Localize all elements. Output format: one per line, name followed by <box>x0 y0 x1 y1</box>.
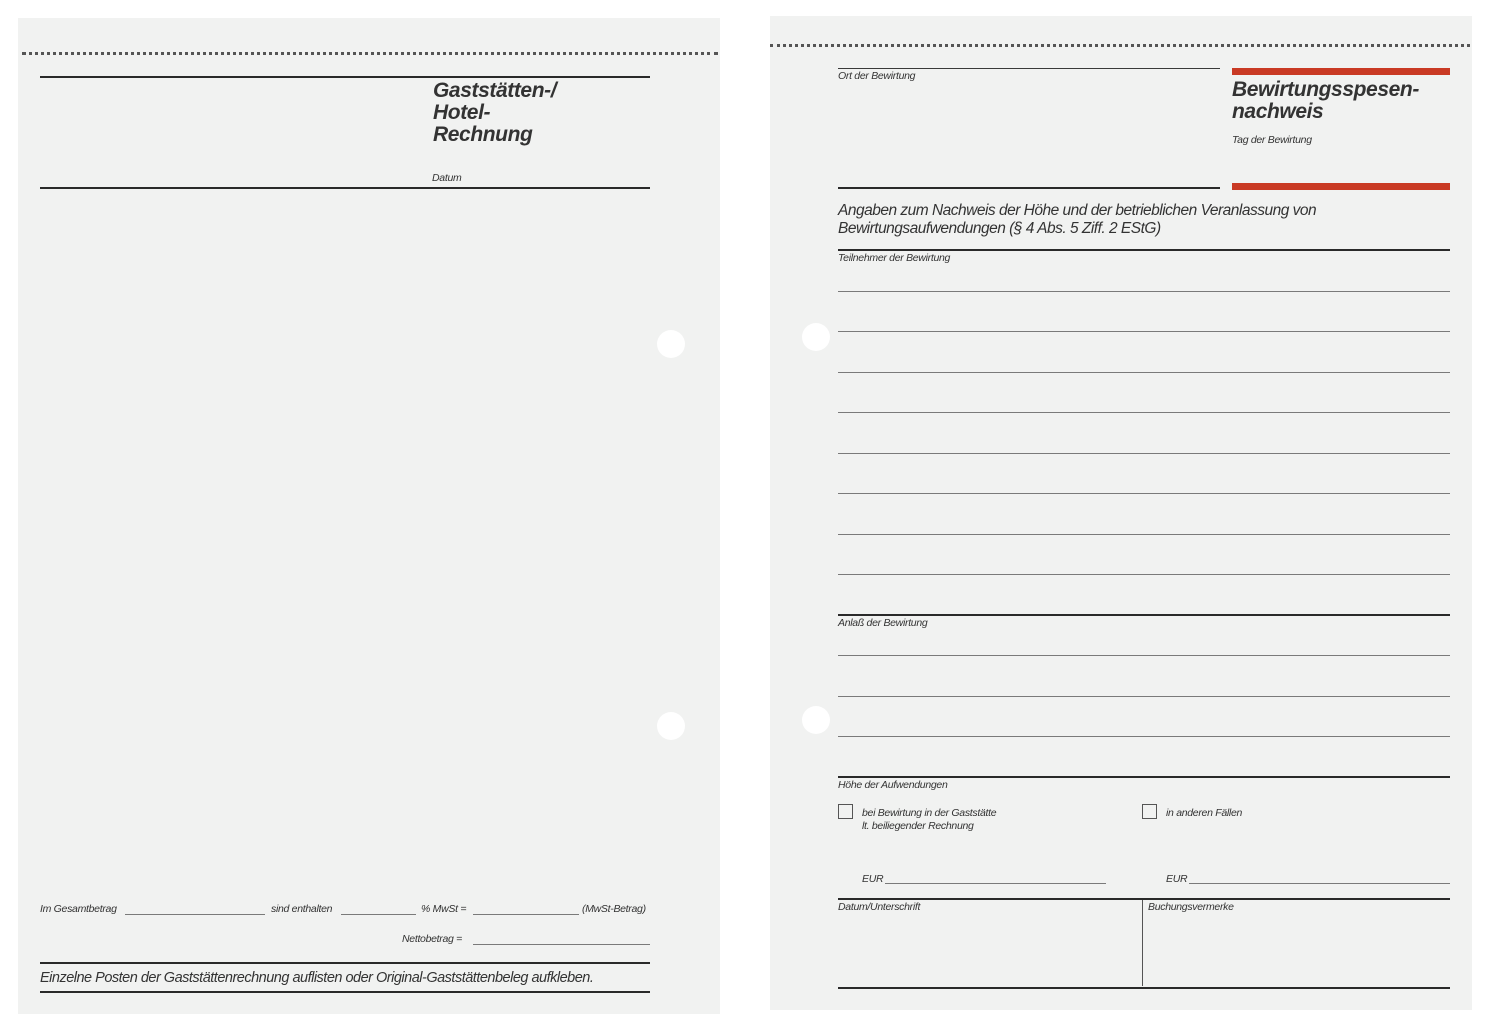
participant-line[interactable] <box>838 412 1450 413</box>
location-field[interactable] <box>838 187 1220 189</box>
participant-line[interactable] <box>838 574 1450 575</box>
occasion-line[interactable] <box>838 655 1450 656</box>
signature-field[interactable] <box>838 987 1450 989</box>
instruction-top-rule <box>40 962 650 964</box>
day-label: Tag der Bewirtung <box>1232 134 1312 146</box>
header-top-rule <box>40 76 650 78</box>
currency-label: EUR <box>1166 873 1188 885</box>
booking-label: Buchungsvermerke <box>1148 901 1234 913</box>
invoice-title <box>433 80 556 146</box>
other-checkbox[interactable] <box>1142 804 1157 819</box>
punch-hole <box>802 323 830 351</box>
date-label: Datum <box>432 172 462 184</box>
total-label: Im Gesamtbetrag <box>40 903 117 915</box>
restaurant-checkbox[interactable] <box>838 804 853 819</box>
participant-line[interactable] <box>838 372 1450 373</box>
net-amount-field[interactable] <box>473 944 650 945</box>
occasion-line[interactable] <box>838 736 1450 737</box>
participant-line[interactable] <box>838 331 1450 332</box>
restaurant-option-line: lt. beiliegender Rechnung <box>862 820 974 832</box>
legal-info-line: Angaben zum Nachweis der Höhe und der betrieblichen Veranlassung von <box>838 202 1317 219</box>
punch-hole <box>802 706 830 734</box>
vat-label: % MwSt = <box>421 903 467 915</box>
participant-line[interactable] <box>838 534 1450 535</box>
invoice-title-line: Rechnung <box>433 123 533 146</box>
expense-form-title-line: nachweis <box>1232 100 1324 123</box>
expense-form-title <box>1232 79 1419 123</box>
other-option-label: in anderen Fällen <box>1166 807 1243 819</box>
expenses-top-rule <box>838 776 1450 778</box>
participants-label: Teilnehmer der Bewirtung <box>838 252 951 264</box>
entertainment-expense-form-sheet <box>770 16 1472 1010</box>
vat-amount-label: (MwSt-Betrag) <box>582 903 646 915</box>
invoice-title-line: Hotel- <box>433 101 491 124</box>
perforation-line <box>770 44 1470 47</box>
restaurant-option-label <box>862 807 996 833</box>
location-label: Ort der Bewirtung <box>838 70 916 82</box>
instruction-text: Einzelne Posten der Gaststättenrechnung auflisten oder Original-Gaststättenbeleg aufkleben. <box>40 970 594 986</box>
restaurant-amount-field[interactable] <box>885 883 1106 884</box>
net-label: Nettobetrag = <box>402 933 463 945</box>
occasion-line[interactable] <box>838 696 1450 697</box>
expenses-label: Höhe der Aufwendungen <box>838 779 948 791</box>
participant-line[interactable] <box>838 453 1450 454</box>
restaurant-option-line: bei Bewirtung in der Gaststätte <box>862 807 997 819</box>
vat-rate-field[interactable] <box>341 914 416 915</box>
total-amount-field[interactable] <box>125 914 265 915</box>
perforation-line <box>22 52 718 55</box>
signature-label: Datum/Unterschrift <box>838 901 921 913</box>
location-top-rule <box>838 68 1220 69</box>
occasion-label: Anlaß der Bewirtung <box>838 617 928 629</box>
invoice-title-line: Gaststätten-/ <box>433 79 557 102</box>
expense-form-title-line: Bewirtungsspesen- <box>1232 78 1419 101</box>
vat-amount-field[interactable] <box>473 914 579 915</box>
punch-hole <box>657 330 685 358</box>
legal-info-text <box>838 202 1316 238</box>
punch-hole <box>657 712 685 740</box>
other-amount-field[interactable] <box>1189 883 1450 884</box>
accent-bar-top <box>1232 68 1450 75</box>
participant-line[interactable] <box>838 291 1450 292</box>
legal-info-line: Bewirtungsaufwendungen (§ 4 Abs. 5 Ziff. 2 EStG) <box>838 220 1161 237</box>
signature-divider <box>1142 900 1143 986</box>
day-field[interactable] <box>1232 183 1450 190</box>
participants-top-rule <box>838 249 1450 251</box>
date-field[interactable] <box>40 187 650 189</box>
occasion-top-rule <box>838 614 1450 616</box>
invoice-form-sheet <box>18 18 720 1014</box>
instruction-bottom-rule <box>40 991 650 993</box>
included-label: sind enthalten <box>271 903 333 915</box>
currency-label: EUR <box>862 873 884 885</box>
signature-top-rule <box>838 898 1450 900</box>
participant-line[interactable] <box>838 493 1450 494</box>
